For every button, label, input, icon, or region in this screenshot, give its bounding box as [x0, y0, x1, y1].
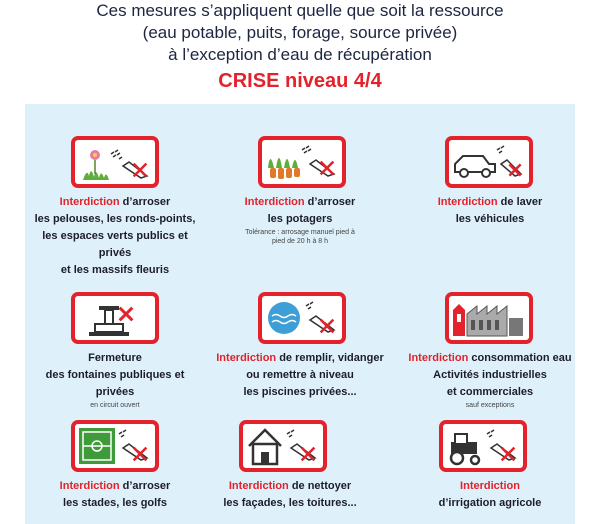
card-industry-caption: [405, 350, 575, 410]
caption-line: Activités industrielles: [433, 369, 547, 381]
card-fountain-caption: [25, 350, 205, 410]
header-line-1: Ces mesures s’appliquent quelle que soit la ressource: [96, 1, 504, 20]
caption-line: et les massifs fleuris: [60, 264, 170, 276]
caption-rest: d’arroser: [119, 196, 171, 208]
caption-line: et commerciales: [446, 386, 534, 398]
caption-rest: d’arroser: [304, 196, 356, 208]
stadium-watering-forbidden-icon: [71, 420, 159, 472]
caption-note: Tolérance : arrosage manuel pied à pied de 20 h à 8 h: [245, 229, 355, 245]
pool-filling-forbidden-icon: [258, 292, 346, 344]
interdiction-label: Interdiction: [244, 196, 305, 208]
header-line-3: à l’exception d’eau de récupération: [168, 45, 432, 64]
caption-line: des fontaines publiques et privées: [45, 369, 185, 398]
caption-line: les stades, les golfs: [63, 497, 167, 509]
tractor-irrigation-forbidden-icon: [439, 420, 527, 472]
interdiction-label: Interdiction: [59, 480, 120, 492]
interdiction-label: Interdiction: [460, 480, 520, 492]
card-car-caption: [405, 194, 575, 228]
caption-line: les potagers: [267, 213, 333, 225]
fountain-forbidden-icon: [71, 292, 159, 344]
interdiction-label: Interdiction: [216, 352, 277, 364]
card-house-caption: [205, 478, 375, 512]
card-stadium-caption: [25, 478, 205, 512]
card-tractor-caption: [405, 478, 575, 512]
caption-line: les espaces verts publics et privés: [42, 230, 188, 259]
caption-note: en circuit ouvert: [90, 402, 140, 409]
card-flowers-caption: [25, 194, 205, 279]
caption-line: les pelouses, les ronds-points,: [34, 213, 196, 225]
caption-line: les véhicules: [455, 213, 525, 225]
caption-line: les piscines privées...: [243, 386, 357, 398]
caption-rest: de remplir, vidanger: [276, 352, 384, 364]
interdiction-label: Interdiction: [228, 480, 289, 492]
header-line-2: (eau potable, puits, forage, source privée): [142, 23, 458, 42]
card-vegetables-caption: [215, 194, 385, 246]
caption-line: les façades, les toitures...: [223, 497, 357, 509]
industry-water-forbidden-icon: [445, 292, 533, 344]
house-cleaning-forbidden-icon: [239, 420, 327, 472]
card-pool-caption: [215, 350, 385, 401]
caption-rest: Fermeture: [88, 352, 142, 364]
caption-rest: consommation eau: [468, 352, 572, 364]
header-text: [0, 0, 600, 66]
crise-level-title: CRISE niveau 4/4: [218, 70, 382, 92]
car-washing-forbidden-icon: [445, 136, 533, 188]
caption-rest: de nettoyer: [288, 480, 352, 492]
flowers-watering-forbidden-icon: [71, 136, 159, 188]
caption-note: sauf exceptions: [465, 402, 515, 409]
interdiction-label: Interdiction: [408, 352, 469, 364]
interdiction-label: Interdiction: [437, 196, 498, 208]
caption-rest: d’arroser: [119, 480, 171, 492]
caption-line: ou remettre à niveau: [246, 369, 354, 381]
vegetables-watering-forbidden-icon: [258, 136, 346, 188]
caption-rest: de laver: [497, 196, 543, 208]
measures-panel: [25, 104, 575, 524]
caption-line: d’irrigation agricole: [438, 497, 542, 509]
interdiction-label: Interdiction: [59, 196, 120, 208]
